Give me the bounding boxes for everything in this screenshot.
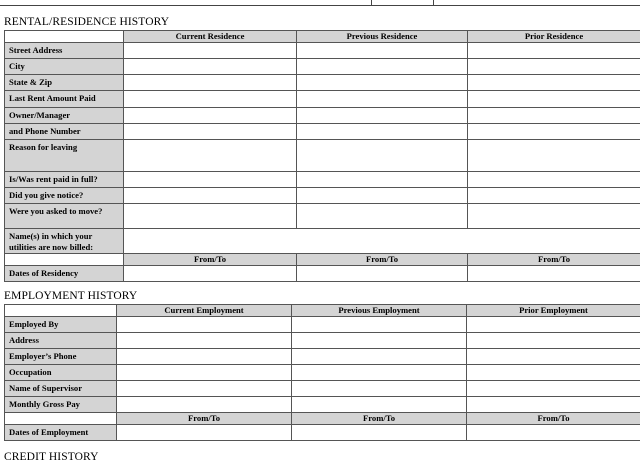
input-cell[interactable] <box>297 188 468 204</box>
previous-field-cell[interactable] <box>372 0 434 6</box>
input-cell[interactable] <box>292 349 467 365</box>
row-label-phone-number: and Phone Number <box>5 124 124 140</box>
input-cell[interactable] <box>117 317 292 333</box>
input-cell[interactable] <box>467 349 640 365</box>
input-cell[interactable] <box>124 59 297 75</box>
input-cell[interactable] <box>124 172 297 188</box>
input-cell[interactable] <box>292 333 467 349</box>
row-label-owner-manager: Owner/Manager <box>5 108 124 124</box>
input-cell[interactable] <box>117 397 292 413</box>
input-cell[interactable] <box>117 333 292 349</box>
input-cell[interactable] <box>468 59 640 75</box>
previous-section-bottom-row <box>0 0 640 6</box>
input-cell[interactable] <box>124 75 297 91</box>
input-cell-utilities[interactable] <box>124 229 640 254</box>
input-cell[interactable] <box>468 124 640 140</box>
input-cell[interactable] <box>117 365 292 381</box>
rental-history-table <box>4 30 640 282</box>
input-cell[interactable] <box>297 124 468 140</box>
input-cell[interactable] <box>117 349 292 365</box>
input-cell[interactable] <box>124 266 297 282</box>
from-to-header: From/To <box>117 413 292 425</box>
input-cell[interactable] <box>124 140 297 172</box>
credit-history-title: CREDIT HISTORY <box>4 451 99 463</box>
input-cell[interactable] <box>467 333 640 349</box>
corner-cell <box>5 31 124 43</box>
input-cell[interactable] <box>292 365 467 381</box>
row-label-asked-to-move: Were you asked to move? <box>5 204 124 229</box>
row-label-dates-of-employment: Dates of Employment <box>5 425 117 441</box>
input-cell[interactable] <box>468 75 640 91</box>
input-cell[interactable] <box>297 59 468 75</box>
input-cell[interactable] <box>124 204 297 229</box>
input-cell[interactable] <box>292 397 467 413</box>
employment-history-title: EMPLOYMENT HISTORY <box>4 290 137 302</box>
row-label-address: Address <box>5 333 117 349</box>
spacer-cell <box>5 254 124 266</box>
input-cell[interactable] <box>124 124 297 140</box>
column-header-prior-residence: Prior Residence <box>468 31 640 43</box>
input-cell[interactable] <box>297 108 468 124</box>
input-cell[interactable] <box>467 317 640 333</box>
row-label-employed-by: Employed By <box>5 317 117 333</box>
row-label-employer-phone: Employer’s Phone <box>5 349 117 365</box>
input-cell[interactable] <box>124 108 297 124</box>
input-cell[interactable] <box>297 75 468 91</box>
row-label-last-rent: Last Rent Amount Paid <box>5 91 124 108</box>
input-cell[interactable] <box>292 381 467 397</box>
column-header-current-residence: Current Residence <box>124 31 297 43</box>
input-cell[interactable] <box>468 172 640 188</box>
input-cell[interactable] <box>297 91 468 108</box>
row-label-street-address: Street Address <box>5 43 124 59</box>
row-label-reason-for-leaving: Reason for leaving <box>5 140 124 172</box>
input-cell[interactable] <box>467 397 640 413</box>
input-cell[interactable] <box>468 108 640 124</box>
input-cell[interactable] <box>468 266 640 282</box>
input-cell[interactable] <box>297 266 468 282</box>
input-cell[interactable] <box>297 204 468 229</box>
input-cell[interactable] <box>297 140 468 172</box>
column-header-previous-residence: Previous Residence <box>297 31 468 43</box>
input-cell[interactable] <box>468 188 640 204</box>
spacer-cell <box>5 413 117 425</box>
input-cell[interactable] <box>468 140 640 172</box>
row-label-city: City <box>5 59 124 75</box>
column-header-current-employment: Current Employment <box>117 305 292 317</box>
input-cell[interactable] <box>467 425 640 441</box>
input-cell[interactable] <box>297 172 468 188</box>
from-to-header: From/To <box>124 254 297 266</box>
input-cell[interactable] <box>468 43 640 59</box>
row-label-rent-paid-in-full: Is/Was rent paid in full? <box>5 172 124 188</box>
input-cell[interactable] <box>124 91 297 108</box>
employment-history-table <box>4 304 640 441</box>
input-cell[interactable] <box>468 204 640 229</box>
input-cell[interactable] <box>467 381 640 397</box>
from-to-header: From/To <box>467 413 640 425</box>
input-cell[interactable] <box>292 317 467 333</box>
input-cell[interactable] <box>117 381 292 397</box>
row-label-occupation: Occupation <box>5 365 117 381</box>
from-to-header: From/To <box>468 254 640 266</box>
column-header-previous-employment: Previous Employment <box>292 305 467 317</box>
previous-field-cell[interactable] <box>0 0 372 6</box>
row-label-dates-of-residency: Dates of Residency <box>5 266 124 282</box>
input-cell[interactable] <box>124 188 297 204</box>
input-cell[interactable] <box>297 43 468 59</box>
column-header-prior-employment: Prior Employment <box>467 305 640 317</box>
row-label-gave-notice: Did you give notice? <box>5 188 124 204</box>
input-cell[interactable] <box>117 425 292 441</box>
corner-cell <box>5 305 117 317</box>
from-to-header: From/To <box>297 254 468 266</box>
row-label-supervisor: Name of Supervisor <box>5 381 117 397</box>
input-cell[interactable] <box>124 43 297 59</box>
row-label-monthly-gross-pay: Monthly Gross Pay <box>5 397 117 413</box>
from-to-header: From/To <box>292 413 467 425</box>
row-label-state-zip: State & Zip <box>5 75 124 91</box>
input-cell[interactable] <box>468 91 640 108</box>
input-cell[interactable] <box>292 425 467 441</box>
rental-history-title: RENTAL/RESIDENCE HISTORY <box>4 16 169 28</box>
row-label-utilities-billed: Name(s) in which your utilities are now billed: <box>5 229 124 254</box>
input-cell[interactable] <box>467 365 640 381</box>
